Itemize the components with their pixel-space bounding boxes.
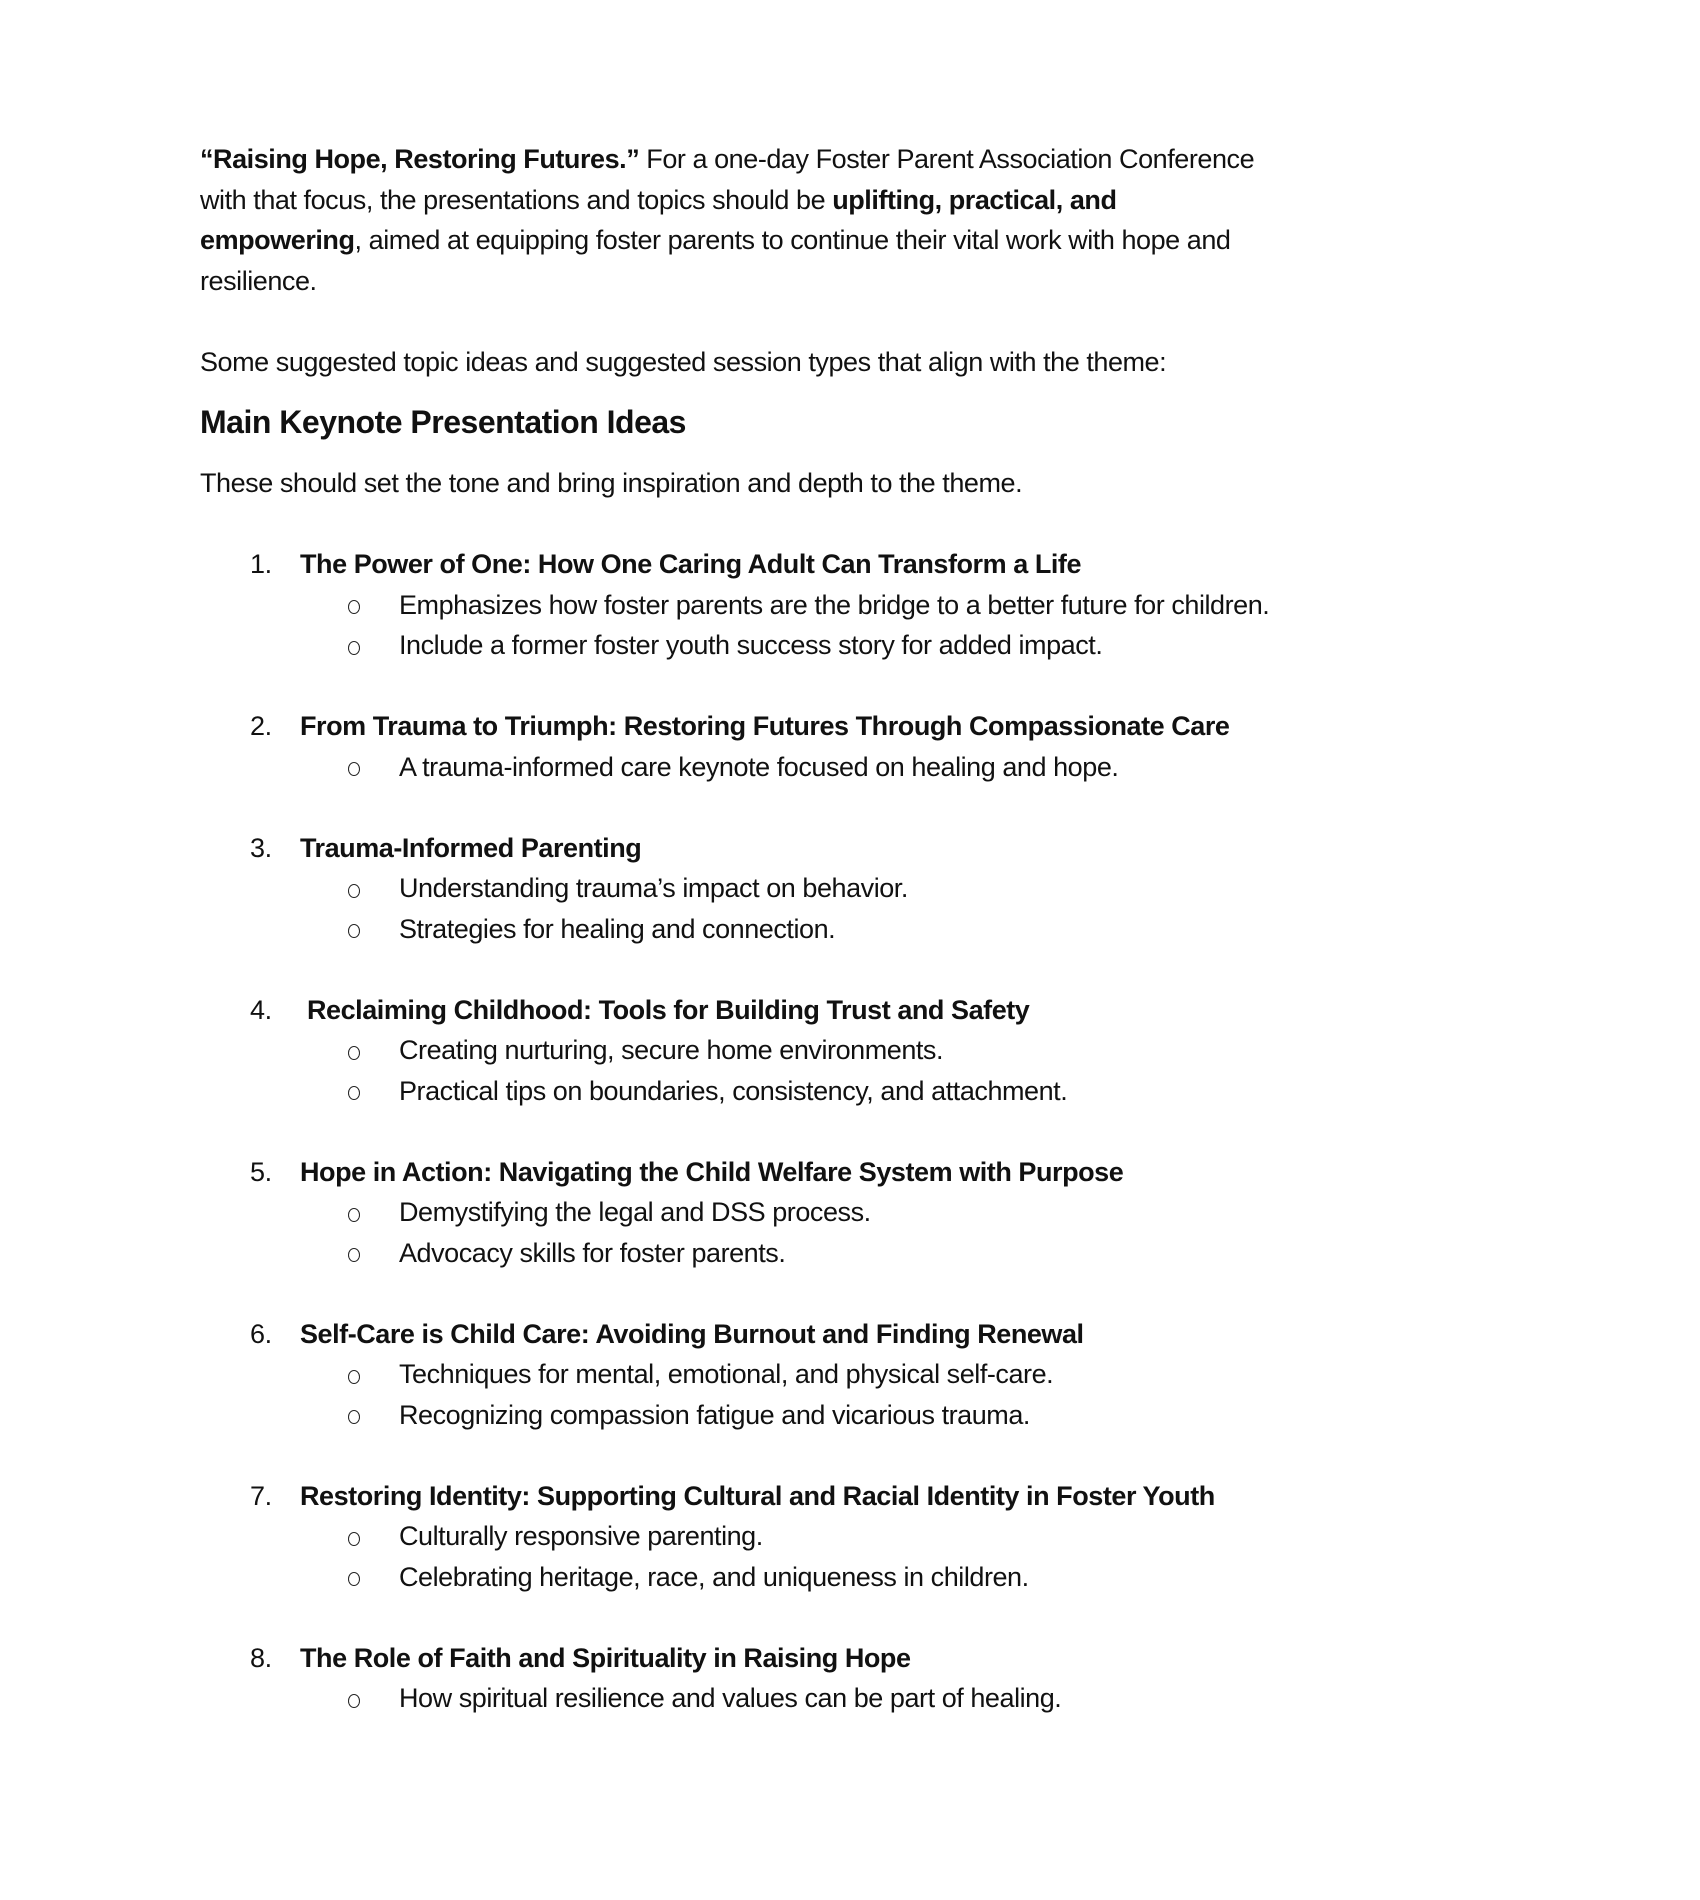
hollow-circle-bullet-icon — [348, 1030, 361, 1071]
intro-emphasis: empowering — [200, 225, 355, 255]
bullet-point — [200, 1354, 1520, 1395]
item-number: 2. — [250, 711, 272, 741]
bullet-text: Strategies for healing and connection. — [399, 913, 836, 944]
keynote-item — [200, 706, 1520, 828]
bullet-point — [200, 1516, 1520, 1557]
intro-line — [200, 139, 1520, 180]
section-description: These should set the tone and bring inspiration and depth to the theme. — [200, 468, 1023, 498]
item-number: 1. — [250, 549, 272, 579]
hollow-circle-bullet-icon — [348, 625, 361, 666]
item-title: The Power of One: How One Caring Adult Can Transform a Life — [300, 549, 1082, 579]
keynote-item — [200, 828, 1520, 990]
hollow-circle-bullet-icon — [348, 1516, 361, 1557]
bullet-text: Demystifying the legal and DSS process. — [399, 1197, 871, 1227]
item-title: From Trauma to Triumph: Restoring Futures Through Compassionate Care — [300, 711, 1230, 741]
item-title: Self-Care is Child Care: Avoiding Burnout and Finding Renewal — [300, 1318, 1084, 1349]
bullet-text: Include a former foster youth success story for added impact. — [399, 630, 1103, 660]
hollow-circle-bullet-icon — [348, 1233, 361, 1274]
intro-text: with that focus, the presentations and topics should be — [200, 184, 833, 215]
bullet-point — [200, 1192, 1520, 1233]
keynote-item-heading — [200, 1152, 1520, 1193]
bullet-point — [200, 1557, 1520, 1598]
item-number: 3. — [250, 832, 272, 863]
keynote-item — [200, 990, 1520, 1152]
hollow-circle-bullet-icon — [348, 868, 361, 909]
keynote-item-heading — [200, 544, 1520, 585]
bullet-text: Culturally responsive parenting. — [399, 1521, 763, 1551]
document-page — [200, 139, 1520, 1719]
item-title: Restoring Identity: Supporting Cultural and Racial Identity in Foster Youth — [300, 1480, 1215, 1511]
keynote-list — [200, 544, 1520, 1719]
theme-quote: “Raising Hope, Restoring Futures.” — [200, 144, 640, 174]
bullet-text: Techniques for mental, emotional, and physical self-care. — [399, 1359, 1054, 1389]
hollow-circle-bullet-icon — [348, 1678, 361, 1719]
item-title: Reclaiming Childhood: Tools for Building Trust and Safety — [307, 994, 1030, 1025]
bullet-text: How spiritual resilience and values can be part of healing. — [399, 1683, 1062, 1713]
item-number: 4. — [250, 994, 272, 1025]
keynote-item-heading — [200, 990, 1520, 1031]
bullet-text: Understanding trauma’s impact on behavior. — [399, 873, 908, 903]
intro-line — [200, 220, 1520, 261]
keynote-item-heading — [200, 1638, 1520, 1679]
hollow-circle-bullet-icon — [348, 747, 361, 788]
keynote-item-heading — [200, 1314, 1520, 1355]
bullet-point — [200, 1678, 1520, 1719]
bullet-point — [200, 747, 1520, 788]
item-title: The Role of Faith and Spirituality in Raising Hope — [300, 1642, 911, 1673]
keynote-item — [200, 544, 1520, 706]
intro-line — [200, 180, 1520, 221]
keynote-item-heading — [200, 706, 1520, 747]
item-title: Hope in Action: Navigating the Child Welfare System with Purpose — [300, 1156, 1124, 1187]
item-title: Trauma-Informed Parenting — [300, 832, 642, 863]
bullet-point — [200, 1395, 1520, 1436]
intro-text: , aimed at equipping foster parents to continue their vital work with hope and — [354, 225, 1231, 255]
bullet-text: Emphasizes how foster parents are the bridge to a better future for children. — [399, 589, 1270, 620]
item-number: 7. — [250, 1480, 272, 1511]
hollow-circle-bullet-icon — [348, 1395, 361, 1436]
keynote-item — [200, 1314, 1520, 1476]
hollow-circle-bullet-icon — [348, 1354, 361, 1395]
bullet-point — [200, 909, 1520, 950]
item-number: 6. — [250, 1318, 272, 1349]
bullet-point — [200, 1030, 1520, 1071]
bullet-text: Creating nurturing, secure home environments. — [399, 1035, 944, 1065]
hollow-circle-bullet-icon — [348, 1071, 361, 1112]
hollow-circle-bullet-icon — [348, 909, 361, 950]
intro-line: resilience. — [200, 265, 317, 296]
bullet-point — [200, 1071, 1520, 1112]
bullet-point — [200, 625, 1520, 666]
hollow-circle-bullet-icon — [348, 1192, 361, 1233]
intro-emphasis: uplifting, practical, and — [832, 184, 1117, 215]
item-number: 8. — [250, 1642, 272, 1673]
bullet-text: Practical tips on boundaries, consistency, and attachment. — [399, 1075, 1068, 1106]
keynote-item-heading — [200, 1476, 1520, 1517]
hollow-circle-bullet-icon — [348, 1557, 361, 1598]
keynote-item — [200, 1152, 1520, 1314]
bullet-point — [200, 585, 1520, 626]
section-heading: Main Keynote Presentation Ideas — [200, 404, 686, 441]
keynote-item-heading — [200, 828, 1520, 869]
suggestion-text: Some suggested topic ideas and suggested session types that align with the theme: — [200, 346, 1167, 377]
bullet-text: Advocacy skills for foster parents. — [399, 1237, 786, 1268]
bullet-point — [200, 868, 1520, 909]
bullet-point — [200, 1233, 1520, 1274]
bullet-text: Celebrating heritage, race, and uniqueness in children. — [399, 1561, 1029, 1592]
keynote-item — [200, 1638, 1520, 1719]
bullet-text: Recognizing compassion fatigue and vicarious trauma. — [399, 1399, 1030, 1430]
intro-text: For a one-day Foster Parent Association Conference — [639, 144, 1255, 174]
keynote-item — [200, 1476, 1520, 1638]
hollow-circle-bullet-icon — [348, 585, 361, 626]
bullet-text: A trauma-informed care keynote focused on healing and hope. — [399, 751, 1119, 782]
intro-paragraph — [200, 139, 1520, 301]
item-number: 5. — [250, 1156, 272, 1187]
